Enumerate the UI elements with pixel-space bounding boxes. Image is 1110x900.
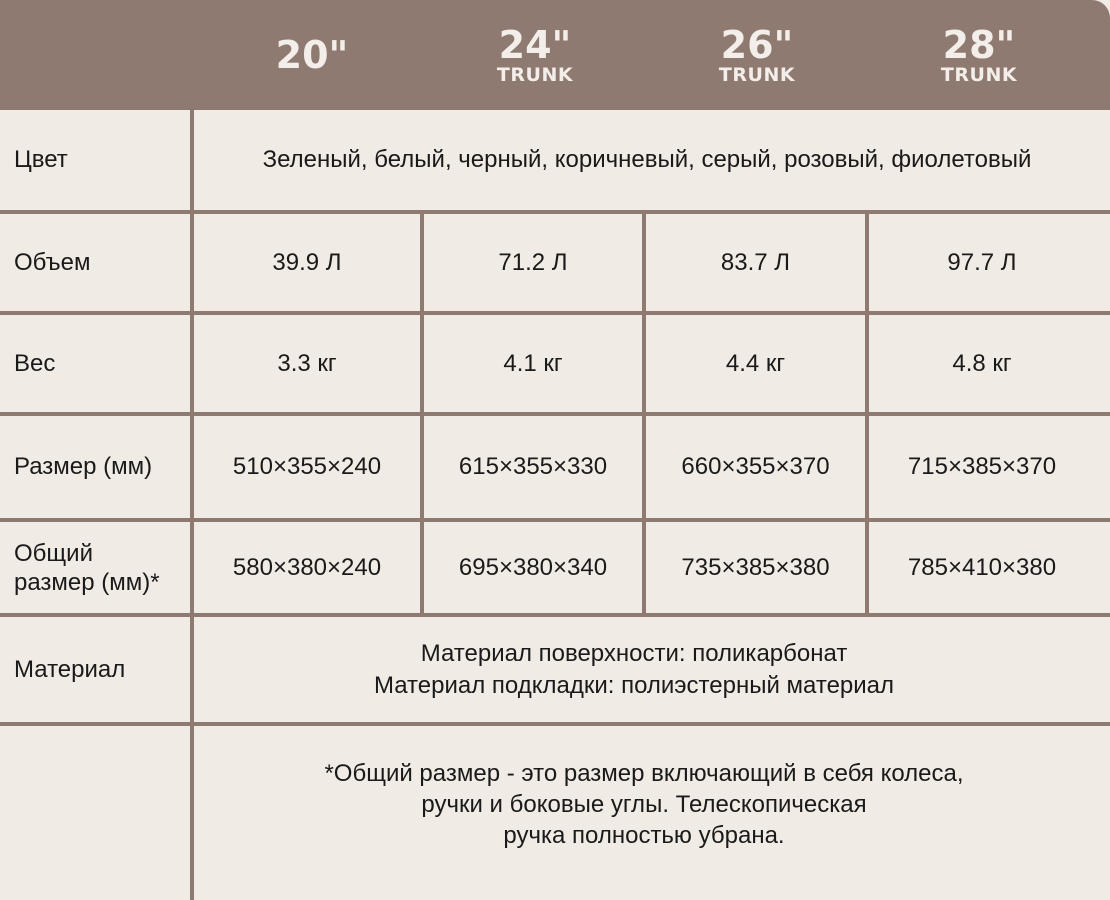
- overall-size-cell: 580×380×240: [232, 553, 382, 581]
- weight-cell: 4.1 кг: [503, 349, 563, 377]
- header-col-24: [424, 0, 646, 110]
- row-label-overall-size: [14, 522, 192, 613]
- overall-size-cell: 735×385×380: [681, 553, 830, 581]
- size-cell: 615×355×330: [458, 453, 608, 480]
- header-sub: TRUNK: [496, 64, 574, 86]
- volume-cell: 97.7 Л: [947, 248, 1017, 276]
- material-line: Материал поверхности: поликарбонат: [420, 639, 848, 667]
- header-size: 20": [275, 33, 349, 77]
- header-size: 28": [942, 23, 1016, 67]
- header-col-28: [868, 0, 1090, 110]
- overall-size-cell: 785×410×380: [907, 553, 1057, 581]
- material-line: Материал подкладки: полиэстерный материал: [373, 671, 895, 699]
- header-size: 24": [498, 23, 572, 67]
- volume-cell: 39.9 Л: [272, 248, 342, 276]
- footnote-line: ручки и боковые углы. Телескопическая: [421, 790, 867, 818]
- volume-cell: 83.7 Л: [720, 248, 791, 276]
- overall-size-cell: 695×380×340: [458, 553, 608, 581]
- size-cell: 715×385×370: [907, 453, 1057, 480]
- volume-cell: 71.2 Л: [498, 248, 568, 276]
- material-value: [194, 617, 1074, 722]
- weight-cell: 3.3 кг: [277, 349, 337, 377]
- footnote: [194, 726, 1094, 896]
- header-sub: TRUNK: [940, 64, 1018, 86]
- size-cell: 510×355×240: [232, 453, 382, 480]
- footnote-line: ручка полностью убрана.: [503, 821, 785, 849]
- row-label-weight: Вес: [14, 349, 56, 377]
- row-label-volume: Объем: [14, 248, 91, 276]
- weight-cell: 4.8 кг: [952, 349, 1012, 377]
- header-col-20: [200, 0, 424, 110]
- size-cell: 660×355×370: [681, 453, 830, 480]
- header-size: 26": [720, 23, 794, 67]
- footnote-line: *Общий размер - это размер включающий в себя колеса,: [324, 759, 964, 787]
- weight-cell: 4.4 кг: [725, 349, 786, 377]
- header-sub: TRUNK: [718, 64, 796, 86]
- row-label-color: Цвет: [14, 146, 68, 173]
- header-col-26: [646, 0, 868, 110]
- color-value: Зеленый, белый, черный, коричневый, серый, розовый, фиолетовый: [262, 146, 1032, 173]
- overall-label-line: Общий: [14, 539, 93, 567]
- row-label-size: Размер (мм): [14, 453, 153, 480]
- overall-label-line: размер (мм)*: [14, 568, 160, 596]
- row-label-material: Материал: [14, 655, 126, 683]
